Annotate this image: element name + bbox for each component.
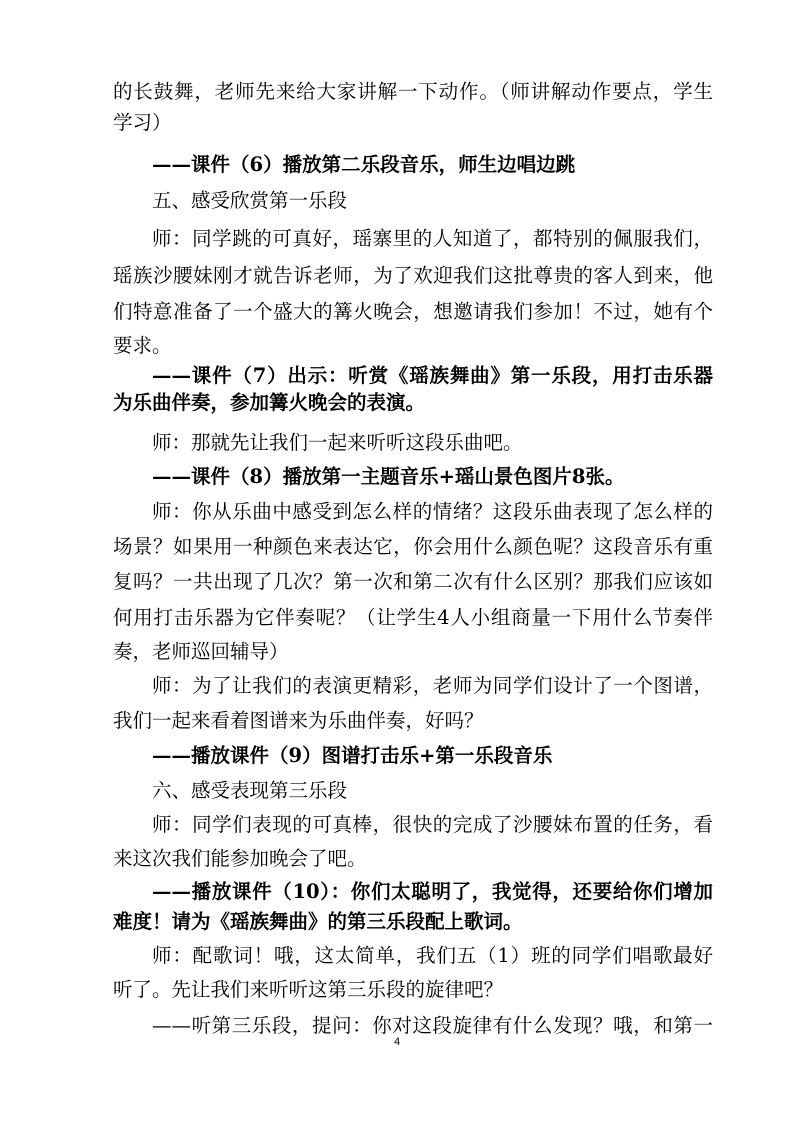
text-line: 师：为了让我们的表演更精彩，老师为同学们设计了一个图谱， <box>152 674 713 697</box>
text-line: 学习） <box>113 111 172 134</box>
text-line: 师：同学们表现的可真棒，很快的完成了沙腰妹布置的任务，看 <box>152 813 713 836</box>
section-heading: 五、感受欣赏第一乐段 <box>152 189 348 212</box>
text-line: 要求。 <box>113 334 172 357</box>
text-line: 瑶族沙腰妹刚才就告诉老师，为了欢迎我们这批尊贵的客人到来，他 <box>113 264 713 287</box>
text-line: 师：配歌词！哦，这太简单，我们五（1）班的同学们唱歌最好 <box>152 944 713 967</box>
courseware-note: ——播放课件（10）：你们太聪明了，我觉得，还要给你们增加 <box>152 880 713 903</box>
courseware-note: 为乐曲伴奏，参加篝火晚会的表演。 <box>113 391 426 414</box>
section-heading: 六、感受表现第三乐段 <box>152 779 348 802</box>
text-line: 何用打击乐器为它伴奏呢？（让学生4人小组商量一下用什么节奏伴 <box>113 606 713 629</box>
text-line: 师：你从乐曲中感受到怎么样的情绪？这段乐曲表现了怎么样的 <box>152 500 713 523</box>
courseware-note: ——课件（6）播放第二乐段音乐，师生边唱边跳 <box>152 153 576 176</box>
courseware-note: ——课件（8）播放第一主题音乐+瑶山景色图片8张。 <box>152 465 625 488</box>
text-line: ——听第三乐段，提问：你对这段旋律有什么发现？哦，和第一 <box>152 1014 713 1037</box>
text-line: 的长鼓舞，老师先来给大家讲解一下动作。（师讲解动作要点，学生 <box>113 80 713 103</box>
text-line: 来这次我们能参加晚会了吧。 <box>113 847 367 870</box>
courseware-note: 难度！请为《瑶族舞曲》的第三乐段配上歌词。 <box>113 910 523 933</box>
courseware-note: ——课件（7）出示：听赏《瑶族舞曲》第一乐段，用打击乐器 <box>152 364 713 387</box>
text-line: 我们一起来看着图谱来为乐曲伴奏，好吗？ <box>113 709 484 732</box>
text-line: 场景？如果用一种颜色来表达它，你会用什么颜色呢？这段音乐有重 <box>113 535 713 558</box>
text-line: 复吗？一共出现了几次？第一次和第二次有什么区别？那我们应该如 <box>113 570 713 593</box>
page-number: 4 <box>393 1036 401 1048</box>
text-line: 奏，老师巡回辅导） <box>113 640 289 663</box>
text-line: 听了。先让我们来听听这第三乐段的旋律吧？ <box>113 978 504 1001</box>
text-line: 师：同学跳的可真好，瑶寨里的人知道了，都特别的佩服我们， <box>152 227 713 250</box>
text-line: 们特意准备了一个盛大的篝火晚会，想邀请我们参加！不过，她有个 <box>113 300 713 323</box>
text-line: 师：那就先让我们一起来听听这段乐曲吧。 <box>152 431 523 454</box>
courseware-note: ——播放课件（9）图谱打击乐+第一乐段音乐 <box>152 744 553 767</box>
